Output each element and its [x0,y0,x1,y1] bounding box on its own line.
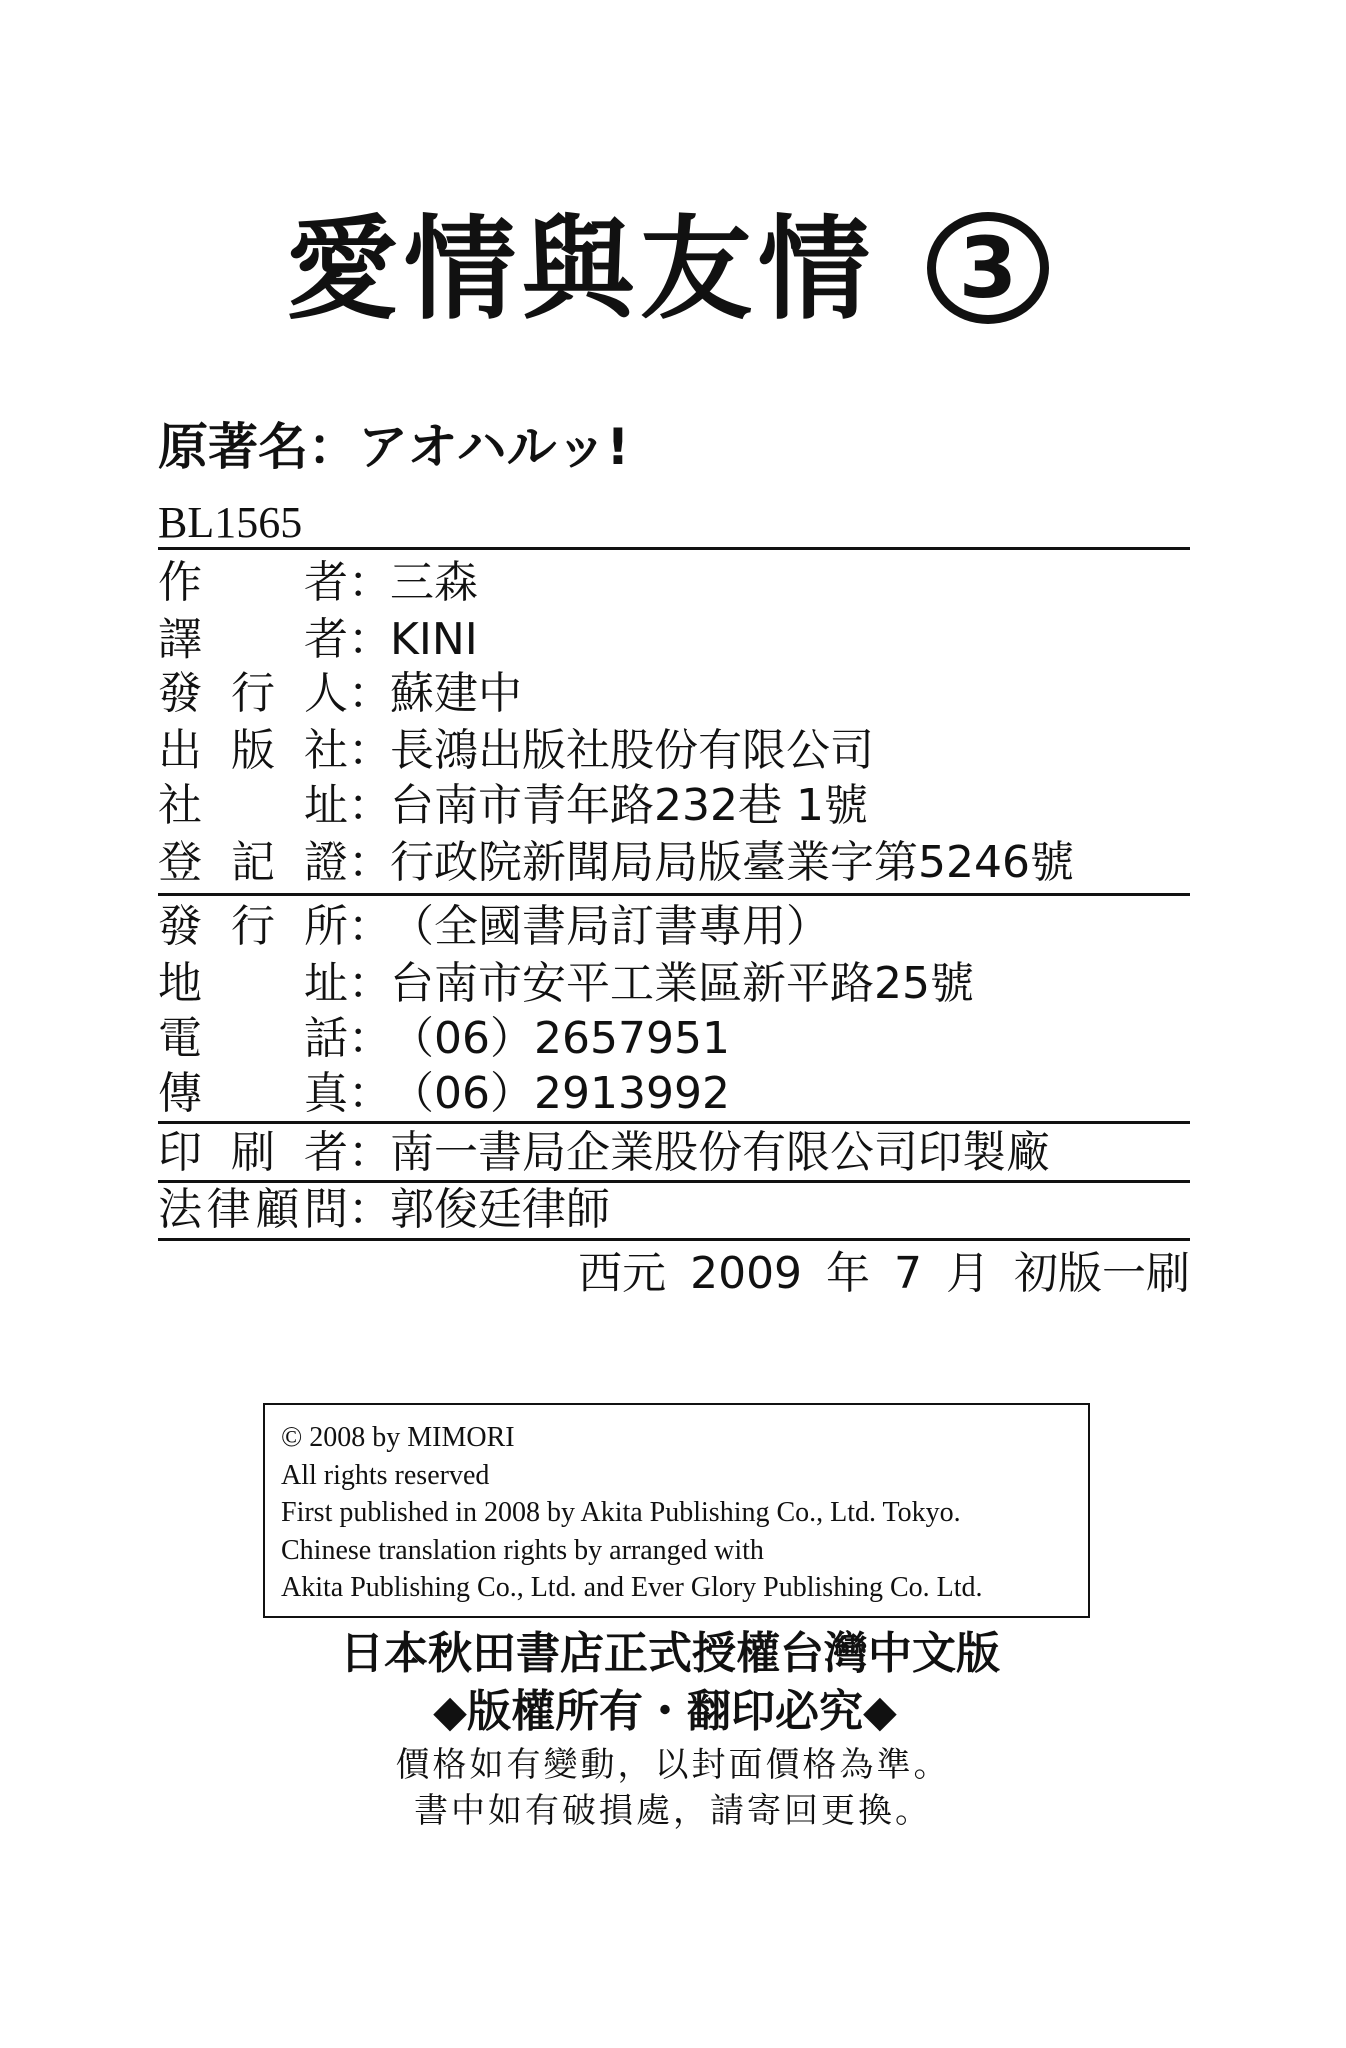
label-char: 者 [304,1127,348,1178]
label-char: 發 [158,901,202,952]
info-row [158,899,830,955]
info-row [158,1066,730,1122]
book-title: 愛情與友情 [286,205,876,335]
info-value: （06）2657951 [390,1013,730,1064]
book-code: BL1565 [158,498,303,547]
divider [158,893,1190,896]
info-row [158,1182,610,1238]
label-char: 者 [304,614,348,665]
info-value: 三森 [390,557,478,608]
info-value: （06）2913992 [390,1068,730,1119]
info-row [158,612,478,668]
info-value: 行政院新聞局局版臺業字第5246號 [390,837,1074,888]
info-label [158,899,348,955]
info-label [158,1011,348,1067]
price-note: 價格如有變動，以封面價格為準。 [395,1745,951,1785]
copyright-line: All rights reserved [281,1459,490,1491]
colon: ： [348,1068,392,1119]
label-char: 社 [158,780,202,831]
copyright-line: Chinese translation rights by arranged with [281,1534,764,1566]
info-row [158,1125,1050,1181]
colon: ： [348,780,392,831]
info-row [158,666,522,722]
edition-date: 西元 2009 年 7 月 初版一刷 [578,1248,1190,1299]
colon: ： [348,837,392,888]
label-char: 作 [158,557,202,608]
label-char: 印 [158,1127,202,1178]
label-char: 人 [304,668,348,719]
colon: ： [348,958,392,1009]
label-char: 址 [304,958,348,1009]
label-char: 出 [158,725,202,776]
info-value: 南一書局企業股份有限公司印製廠 [390,1127,1050,1178]
label-char: 法 [158,1184,202,1235]
label-char: 行 [231,901,275,952]
label-char: 傳 [158,1068,202,1119]
info-label [158,956,348,1012]
label-char: 真 [304,1068,348,1119]
info-label [158,555,348,611]
label-char: 問 [303,1184,348,1235]
info-label [158,1125,348,1181]
damage-note: 書中如有破損處，請寄回更換。 [414,1791,932,1831]
info-row [158,835,1074,891]
info-value: 郭俊廷律師 [390,1184,610,1235]
label-char: 話 [304,1013,348,1064]
info-value: 長鴻出版社股份有限公司 [390,725,874,776]
volume-number: 3 [927,212,1049,324]
label-char: 登 [158,837,202,888]
copyright-line: First published in 2008 by Akita Publishing Co., Ltd. Tokyo. [281,1497,961,1528]
colon: ： [348,725,392,776]
info-label [158,835,348,891]
divider [158,1121,1190,1124]
divider [158,547,1190,550]
label-char: 發 [158,668,202,719]
info-row [158,723,874,779]
label-char: 顧 [255,1184,300,1235]
label-char: 電 [158,1013,202,1064]
colon: ： [348,557,392,608]
info-label [158,778,348,834]
colon: ： [348,614,392,665]
divider [158,1238,1190,1241]
copyright-line: © 2008 by MIMORI [281,1422,515,1453]
original-title: 原著名：アオハルッ! [158,418,630,476]
info-value: （全國書局訂書專用） [390,901,830,952]
copyright-box [263,1403,1090,1618]
colon: ： [348,1184,392,1235]
info-value: KINI [390,614,478,665]
label-char: 址 [304,780,348,831]
colon: ： [348,901,392,952]
copyright-line: Akita Publishing Co., Ltd. and Ever Glory Publishing Co. Ltd. [281,1572,983,1603]
info-value: 蘇建中 [390,668,522,719]
info-row [158,778,868,834]
colon: ： [348,668,392,719]
label-char: 版 [231,725,275,776]
label-char: 社 [304,725,348,776]
label-char: 地 [158,958,202,1009]
info-label [158,723,348,779]
info-row [158,555,478,611]
info-label [158,1066,348,1122]
label-char: 譯 [158,614,202,665]
rights-notice: ◆版權所有・翻印必究◆ [433,1686,897,1737]
label-char: 刷 [231,1127,275,1178]
label-char: 記 [231,837,275,888]
label-char: 律 [206,1184,251,1235]
label-char: 所 [304,901,348,952]
info-value: 台南市青年路232巷 1號 [390,780,868,831]
label-char: 行 [231,668,275,719]
info-row [158,1011,730,1067]
label-char: 證 [304,837,348,888]
info-label [158,1182,348,1238]
authorization-notice: 日本秋田書店正式授權台灣中文版 [340,1628,1000,1679]
colon: ： [348,1127,392,1178]
info-row [158,956,974,1012]
colon: ： [348,1013,392,1064]
info-value: 台南市安平工業區新平路25號 [390,958,974,1009]
info-label [158,666,348,722]
info-label [158,612,348,668]
label-char: 者 [304,557,348,608]
